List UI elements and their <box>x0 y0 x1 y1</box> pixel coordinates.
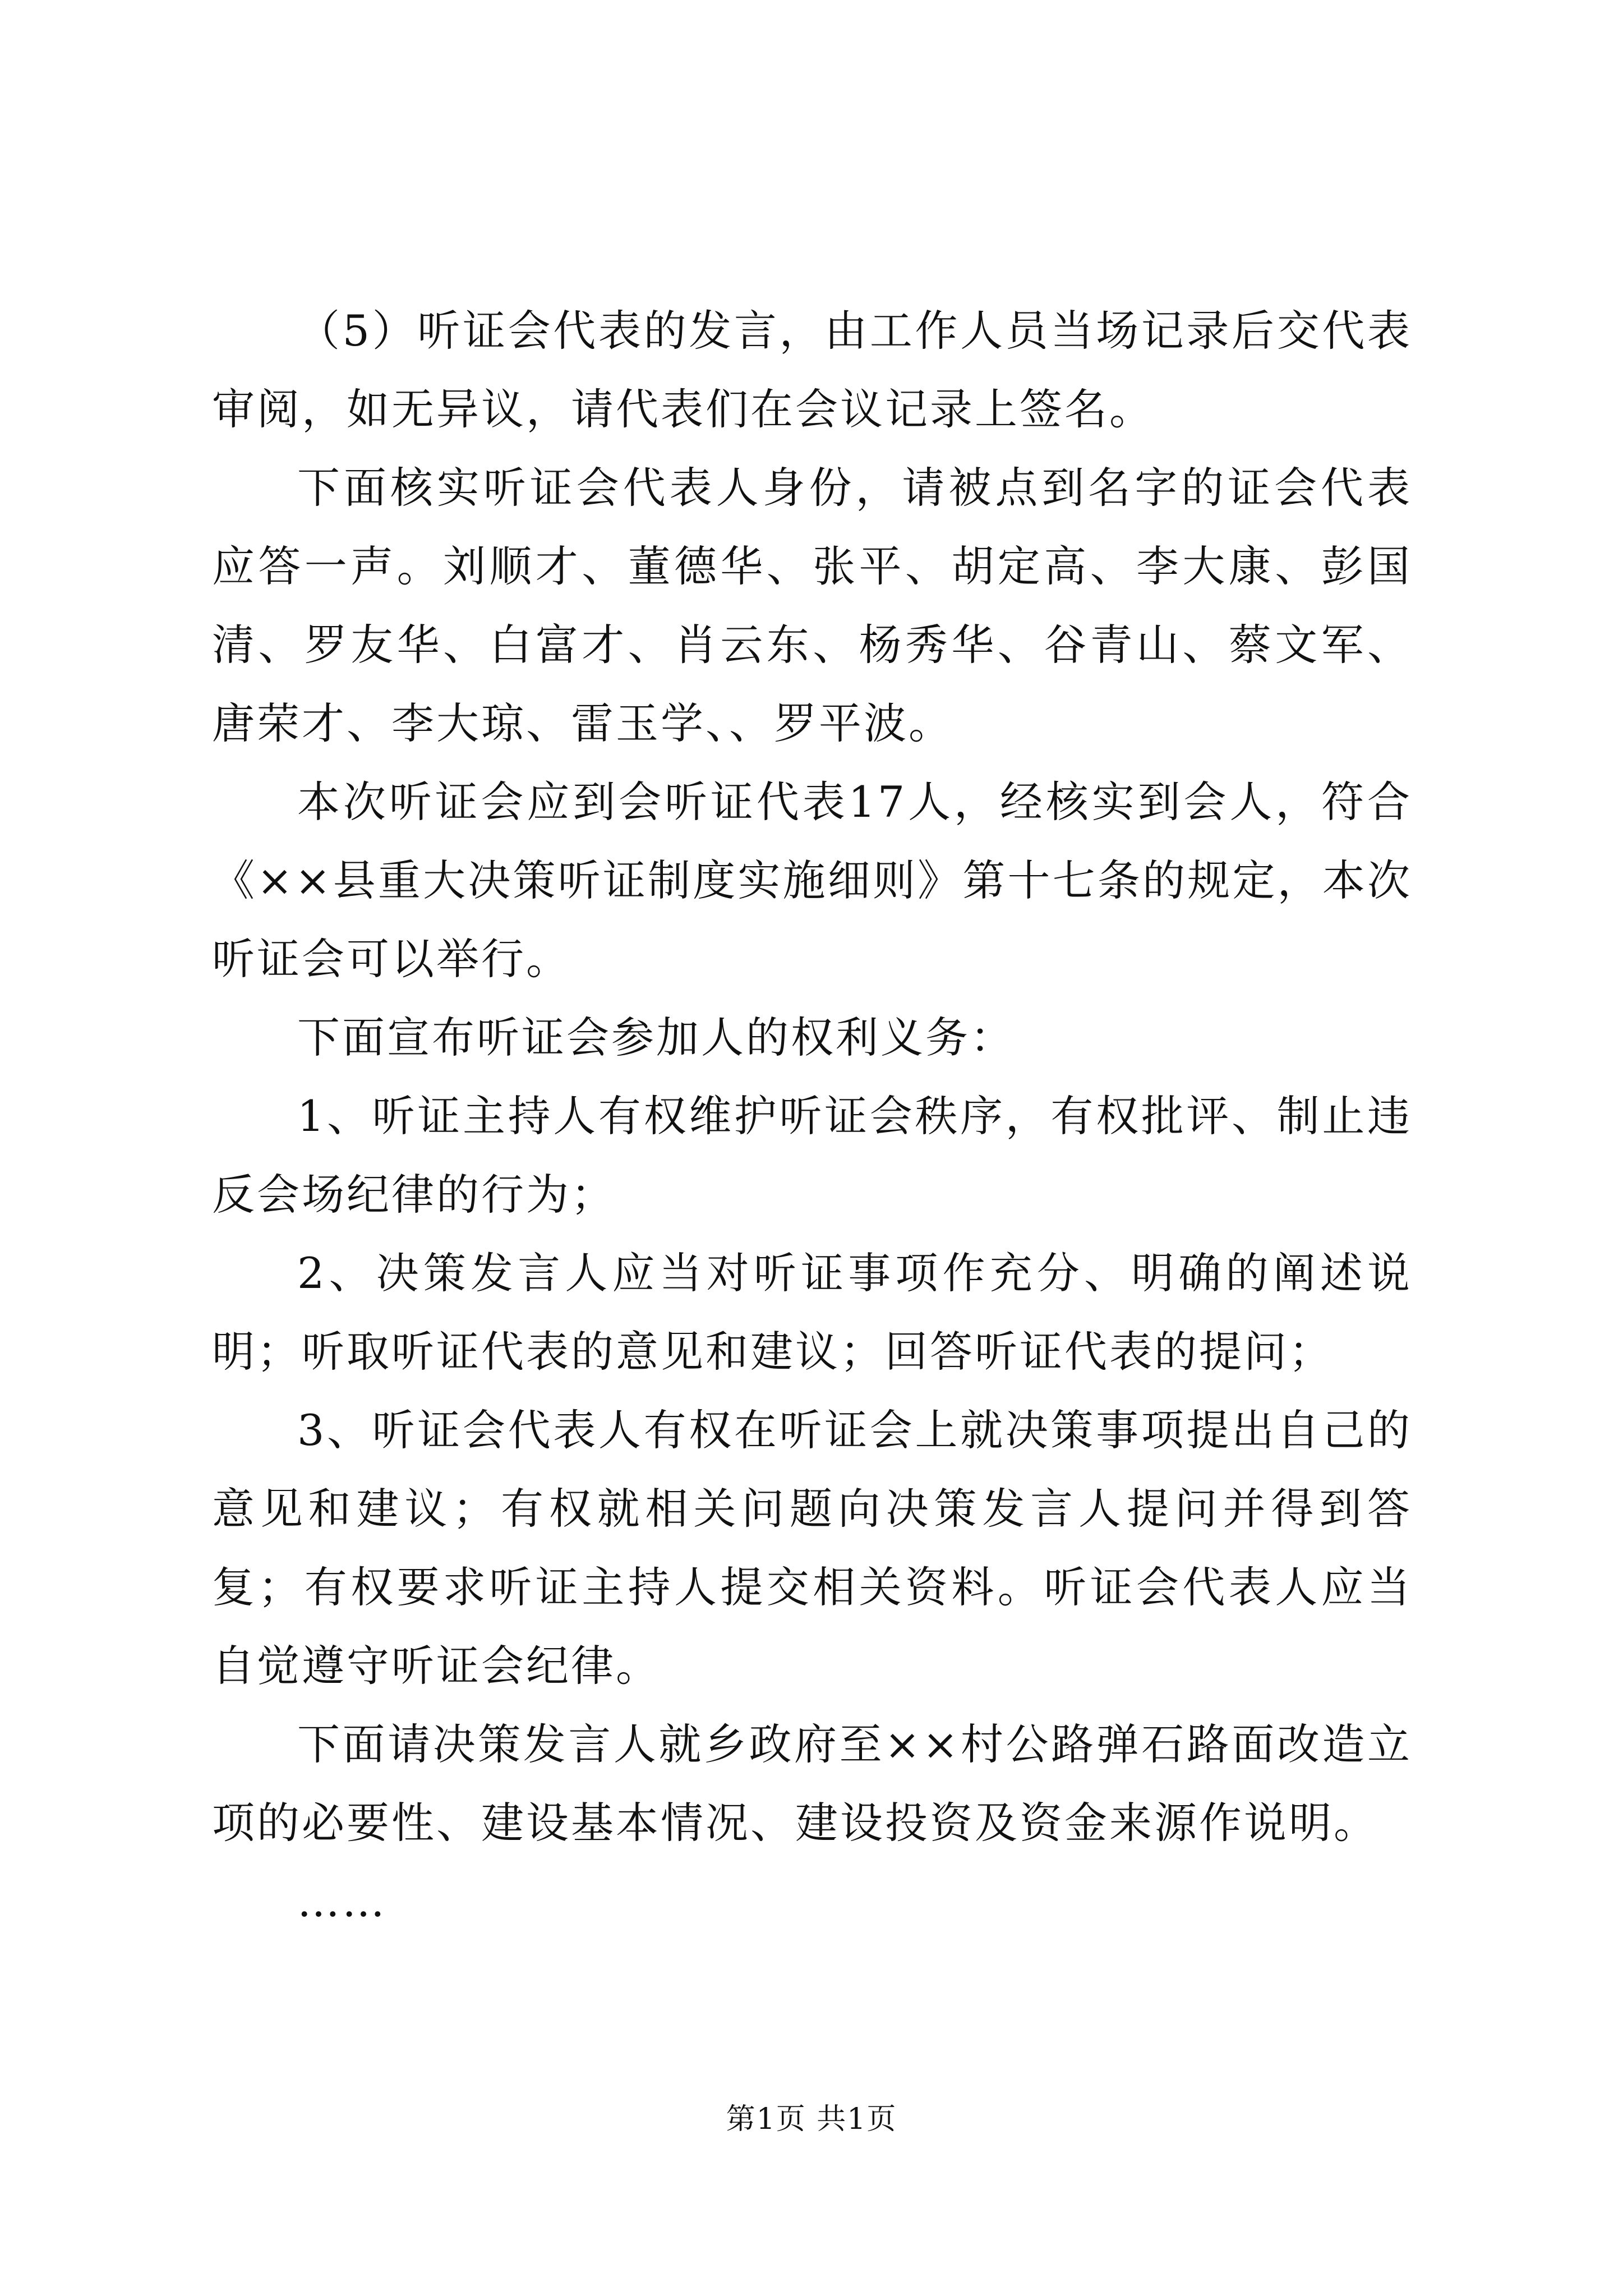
document-body <box>212 292 1412 1941</box>
paragraph-right-2: 2、决策发言人应当对听证事项作充分、明确的阐述说明；听取听证代表的意见和建议；回答听证代表的提问； <box>212 1248 1412 1377</box>
ellipsis: …… <box>297 1876 387 1926</box>
paragraph-right-3: 3、听证会代表人有权在听证会上就决策事项提出自己的意见和建议；有权就相关问题向决策发言人提问并得到答复；有权要求听证主持人提交相关资料。听证会代表人应当自觉遵守听证会纪律。 <box>212 1405 1412 1691</box>
page-footer: 第1页 共1页 <box>726 2102 897 2136</box>
paragraph-attendance: 本次听证会应到会听证代表17人，经核实到会人，符合《××县重大决策听证制度实施细则》第十七条的规定，本次听证会可以举行。 <box>212 777 1412 984</box>
paragraph-speaker-record: （5）听证会代表的发言，由工作人员当场记录后交代表审阅，如无异议，请代表们在会议记录上签名。 <box>212 306 1412 434</box>
paragraph-rights-intro: 下面宣布听证会参加人的权利义务： <box>297 1013 1015 1062</box>
paragraph-roll-call: 下面核实听证会代表人身份，请被点到名字的证会代表应答一声。刘顺才、董德华、张平、胡定高、李大康、彭国清、罗友华、白富才、肖云东、杨秀华、谷青山、蔡文军、唐荣才、李大琼、雷玉学、、罗平波。 <box>212 463 1412 748</box>
paragraph-decision-speaker: 下面请决策发言人就乡政府至××村公路弹石路面改造立项的必要性、建设基本情况、建设投资及资金来源作说明。 <box>212 1719 1412 1848</box>
paragraph-right-1: 1、听证主持人有权维护听证会秩序，有权批评、制止违反会场纪律的行为； <box>212 1091 1412 1220</box>
